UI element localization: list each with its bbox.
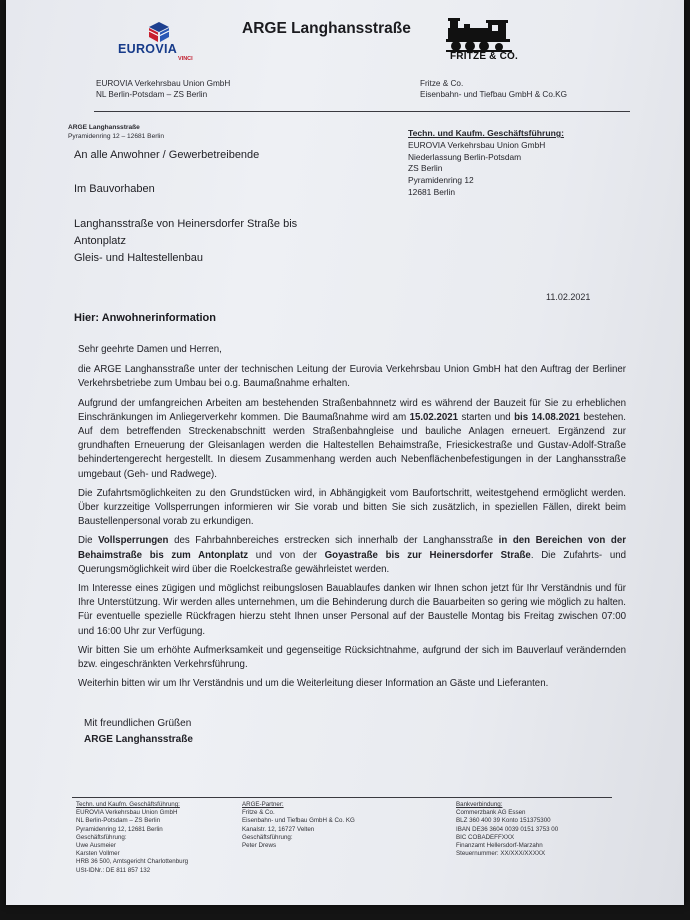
paragraph-6: Wir bitten Sie um erhöhte Aufmerksamkeit und gegenseitige Rücksichtnahme, aufgrund der sich im Bauverlauf verändernden bzw. eingeschränkten Verkehrsführung. — [78, 644, 626, 671]
header-right-line: Fritze & Co. — [420, 79, 464, 88]
project-line: Antonplatz — [74, 235, 126, 247]
footer-bank — [456, 801, 558, 858]
start-date: 15.02.2021 — [409, 411, 459, 423]
text-run: des Fahrbahnbereiches erstrecken sich innerhalb der Langhansstraße — [168, 535, 499, 547]
paragraph-4 — [78, 534, 626, 577]
eurovia-logo-text: EUROVIA — [118, 42, 178, 56]
footer-line: Steuernummer: XX/XXX/XXXXX — [456, 850, 546, 858]
footer-line: USt-IDNr.: DE 811 857 132 — [76, 866, 151, 874]
footer-line: Peter Drews — [242, 842, 277, 850]
paragraph-1: die ARGE Langhansstraße unter der technischen Leitung der Eurovia Verkehrsbau Union GmbH hat den Auftrag der Berliner Verkehrsbetriebe zum Umbau bei o.g. Baumaßnahme erhalten. — [78, 364, 626, 390]
footer-management — [76, 801, 188, 875]
footer-line: IBAN DE36 3604 0039 0151 3753 00 — [456, 825, 559, 833]
management-line: Niederlassung Berlin-Potsdam — [408, 151, 522, 162]
footer-line: Eisenbahn- und Tiefbau GmbH & Co. KG — [242, 817, 355, 825]
text-run: bestehen. Auf dem betreffenden Streckenabschnitt werden Straßenbahngleise und bauliche Anlagen erneuert. Ergänzend zur grundhaften Erneuerung der Gleisanlagen werden die Haltestellen Behaimstraße, Friesickestraße und Gustav-Adolf-Straße behindertengerecht hergestellt. In diesem Zusammenhang werden auch Nebenflächenbefestigungen in der Langhansstraße umgebaut (Geh- und Radwege). — [78, 411, 626, 480]
footer-col1-title: Techn. und Kaufm. Geschäftsführung: — [76, 801, 180, 808]
footer-line: HRB 36 500, Amtsgericht Charlottenburg — [76, 858, 189, 866]
text-run: Aufgrund der umfangreichen Arbeiten am bestehenden Straßenbahnnetz wird es während der Bauzeit für Sie zu erheblichen Einschränkungen im Anliegerverkehr kommen. Die Baumaßnahme wird am — [78, 397, 626, 423]
text-run: starten und — [458, 411, 515, 423]
header-left-company — [96, 78, 230, 100]
footer-line: Fritze & Co. — [242, 809, 275, 817]
header-divider — [94, 111, 630, 112]
footer-line: Karsten Vollmer — [76, 850, 120, 858]
footer-line: BLZ 360 400 39 Konto 151375300 — [456, 817, 551, 825]
footer-line: BIC COBADEFFXXX — [456, 833, 515, 841]
end-date: bis 14.08.2021 — [514, 411, 581, 423]
management-block — [408, 128, 564, 199]
project-line: Langhansstraße von Heinersdorfer Straße bis — [74, 218, 298, 230]
footer-line: Pyramidenring 12, 12681 Berlin — [76, 825, 163, 833]
eurovia-logo — [118, 22, 218, 68]
fritze-logo — [442, 18, 522, 66]
footer-line: Kanalstr. 12, 16727 Velten — [242, 825, 315, 833]
letter-subject: Hier: Anwohnerinformation — [74, 312, 216, 324]
closure-section-2: Goyastraße bis zur Heinersdorfer Straße — [324, 549, 531, 561]
header-left-line: NL Berlin-Potsdam – ZS Berlin — [96, 90, 208, 99]
paragraph-2 — [78, 397, 626, 482]
management-line: EUROVIA Verkehrsbau Union GmbH — [408, 139, 546, 150]
closing-greeting: Mit freundlichen Grüßen — [84, 718, 192, 729]
management-line: 12681 Berlin — [408, 186, 456, 197]
recipient: An alle Anwohner / Gewerbetreibende — [74, 149, 260, 161]
management-line: ZS Berlin — [408, 163, 443, 174]
footer-col2-title: ARGE-Partner: — [242, 801, 284, 808]
fritze-logo-text: FRITZE & CO. — [450, 51, 518, 62]
header-left-line: EUROVIA Verkehrsbau Union GmbH — [96, 79, 231, 88]
paragraph-5: Im Interesse eines zügigen und möglichst reibungslosen Bauablaufes danken wir Ihnen schon jetzt für Ihr Verständnis und für Ihre Unterstützung. Wir werden alles unternehmen, um die Behinderung durch die Bauarbeiten so gering wie möglich zu halten. Für eventuelle spezielle Rückfragen hierzu steht Ihnen unser Personal auf der Baustelle Montag bis Freitag zwischen 07:00 und 16:00 Uhr zur Verfügung. — [78, 583, 626, 637]
letter-body — [78, 343, 626, 696]
footer-line: EUROVIA Verkehrsbau Union GmbH — [76, 809, 178, 817]
footer-line: Uwe Ausmeier — [76, 842, 116, 850]
closure-term: Vollsperrungen — [98, 535, 169, 547]
letter-paper — [6, 0, 684, 905]
footer-partner — [242, 801, 355, 850]
footer-line: Commerzbank AG Essen — [456, 809, 526, 817]
management-title: Techn. und Kaufm. Geschäftsführung: — [408, 128, 564, 138]
footer-line: Geschäftsführung: — [242, 833, 293, 841]
sender-name: ARGE Langhansstraße — [68, 124, 140, 131]
footer-line: Finanzamt Hellersdorf-Marzahn — [456, 842, 543, 850]
footer-line: NL Berlin-Potsdam – ZS Berlin — [76, 817, 161, 825]
footer-divider — [72, 797, 612, 798]
text-run: . Die Zufahrts- und Querungsmöglichkeit wird über die Roelckestraße gewährleistet werden. — [78, 549, 626, 575]
locomotive-icon — [446, 18, 516, 52]
paragraph-7: Weiterhin bitten wir um Ihr Verständnis und um die Weiterleitung dieser Information an Gäste und Lieferanten. — [78, 678, 549, 690]
footer-line: Geschäftsführung: — [76, 833, 127, 841]
page-title: ARGE Langhansstraße — [242, 20, 411, 37]
management-line: Pyramidenring 12 — [408, 175, 474, 186]
vinci-logo-text: VINCI — [178, 56, 193, 62]
salutation: Sehr geehrte Damen und Herren, — [78, 344, 222, 355]
header-right-line: Eisenbahn- und Tiefbau GmbH & Co.KG — [420, 90, 567, 99]
project-line: Gleis- und Haltestellenbau — [74, 252, 204, 264]
eurovia-cube-icon — [148, 22, 170, 42]
bauvorhaben-label: Im Bauvorhaben — [74, 183, 155, 195]
closing-block — [84, 716, 193, 748]
sender-line — [68, 124, 164, 141]
text-run: und von der — [248, 549, 325, 561]
sender-address: Pyramidenring 12 – 12681 Berlin — [68, 132, 165, 140]
closing-signature: ARGE Langhansstraße — [84, 734, 193, 745]
header-right-company — [420, 78, 567, 100]
text-run: Die — [78, 535, 99, 547]
letter-date: 11.02.2021 — [546, 292, 591, 302]
paragraph-3: Die Zufahrtsmöglichkeiten zu den Grundstücken wird, in Abhängigkeit vom Baufortschritt, weitestgehend ermöglicht werden. Über kurzzeitige Vollsperrungen informieren wir Sie vorab und bitten Sie sich zusätzlich, in speziellen Fällen, direkt beim Baustellenpersonal vorab zu erkundigen. — [78, 487, 626, 528]
closure-section-1: in den Bereichen von der Behaimstraße bis zum Antonplatz — [78, 535, 627, 561]
project-description — [74, 216, 297, 267]
footer-col3-title: Bankverbindung: — [456, 801, 503, 808]
